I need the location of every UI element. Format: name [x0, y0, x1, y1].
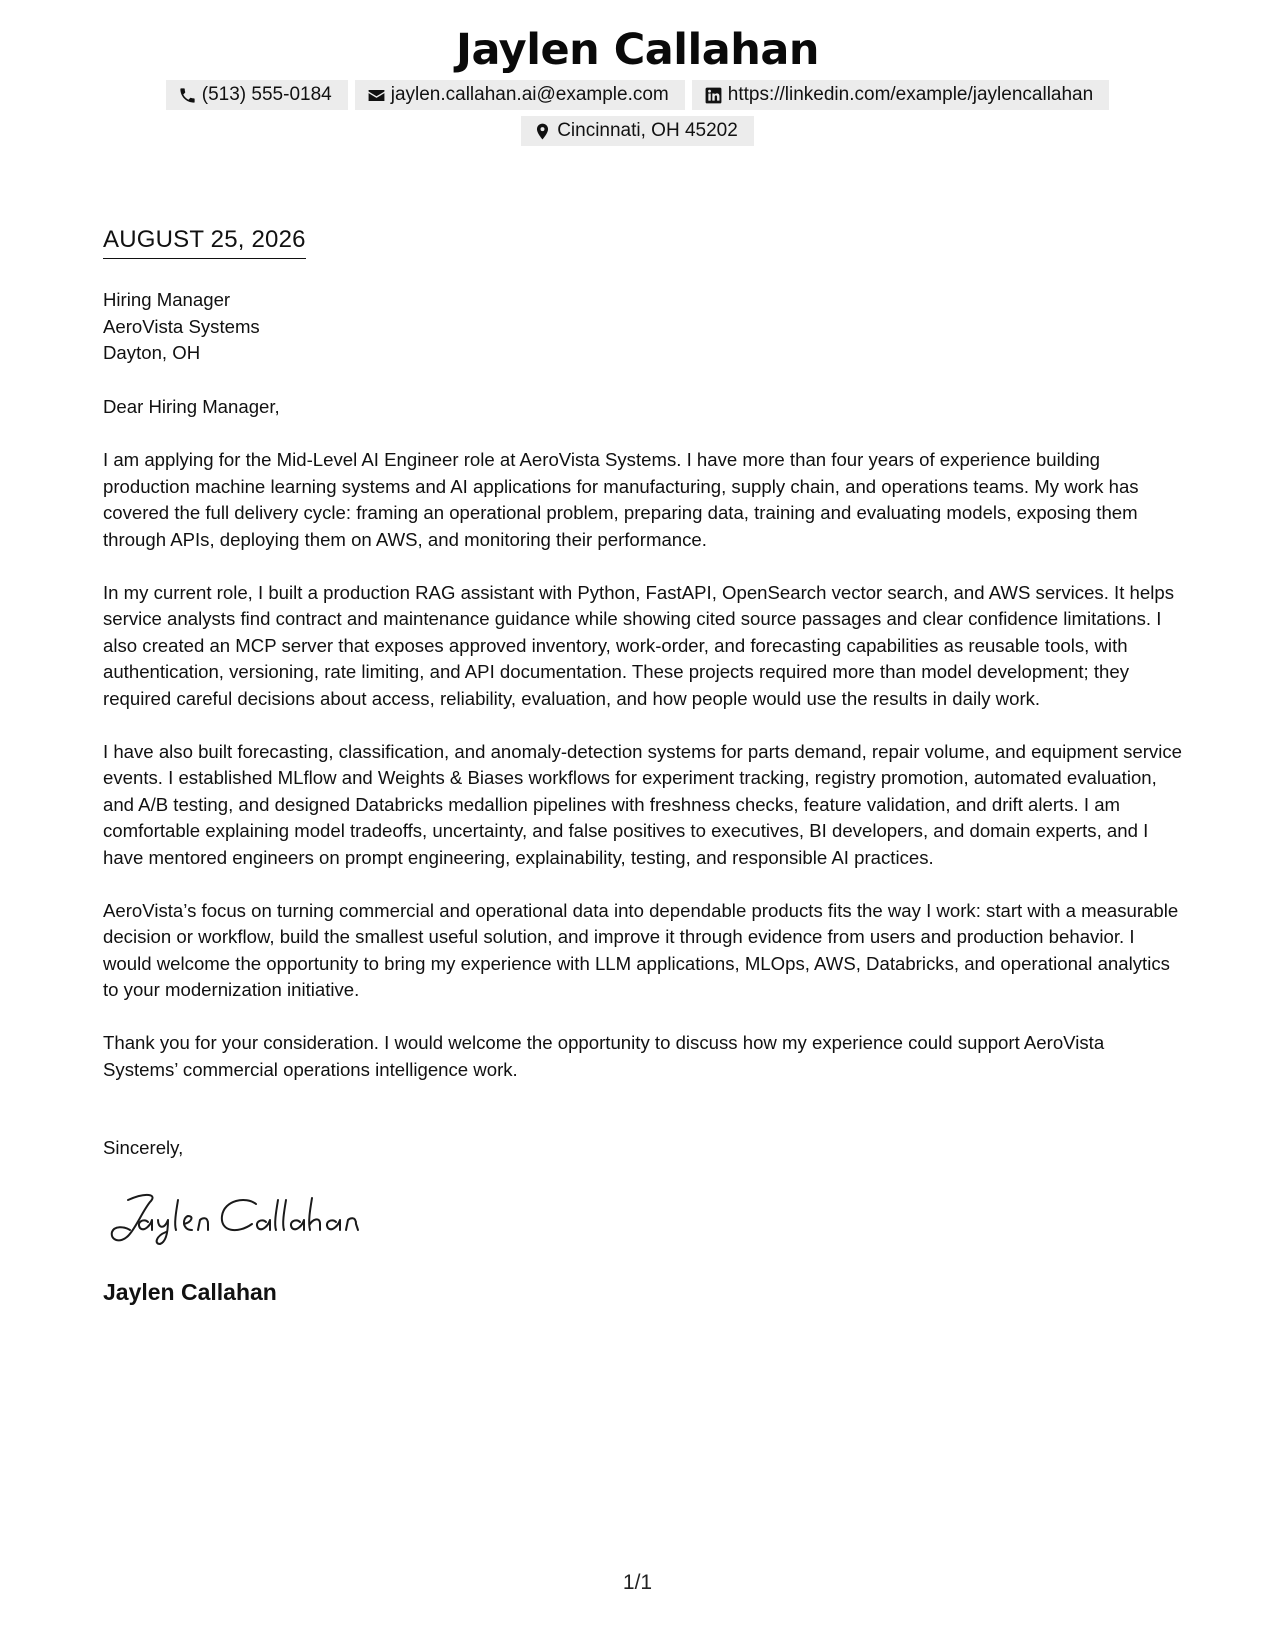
phone-icon	[178, 86, 197, 105]
map-pin-icon	[533, 122, 552, 141]
recipient-line: Hiring Manager	[103, 289, 231, 310]
location-chip	[521, 116, 754, 146]
phone-chip	[166, 80, 348, 110]
contact-row-2	[0, 116, 1275, 146]
email-address: jaylen.callahan.ai@example.com	[390, 84, 669, 105]
linkedin-chip	[692, 80, 1109, 110]
phone-number: (513) 555-0184	[201, 84, 332, 105]
contact-info	[0, 80, 1275, 146]
body-paragraph: In my current role, I built a production RAG assistant with Python, FastAPI, OpenSearch vector search, and AWS services. It helps service analysts find contract and maintenance guidance while showing cited source passages and clear confidence limitations. I also created an MCP server that exposes approved inventory, work-order, and forecasting capabilities as reusable tools, with authentication, versioning, rate limiting, and API documentation. These projects required more than model development; they required careful decisions about access, reliability, evaluation, and how people would use the results in daily work.	[103, 581, 1174, 709]
location-text: Cincinnati, OH 45202	[557, 120, 738, 141]
applicant-name: Jaylen Callahan	[455, 25, 820, 75]
recipient-line: AeroVista Systems	[103, 315, 260, 337]
salutation: Dear Hiring Manager,	[103, 396, 280, 417]
signer-name: Jaylen Callahan	[103, 1279, 277, 1305]
body-paragraph: I am applying for the Mid-Level AI Engineer role at AeroVista Systems. I have more than four years of experience building production machine learning systems and AI applications for manufacturing, supply chain, and operations teams. My work has covered the full delivery cycle: framing an operational problem, preparing data, training and evaluating models, exposing them through APIs, deploying them on AWS, and monitoring their performance.	[103, 449, 1139, 550]
recipient-line: Dayton, OH	[103, 342, 201, 363]
date-block	[103, 226, 306, 259]
envelope-icon	[367, 86, 386, 105]
contact-row-1	[0, 80, 1275, 110]
email-chip	[355, 80, 685, 110]
closing: Sincerely,	[103, 1137, 184, 1158]
letter-date: AUGUST 25, 2026	[103, 226, 306, 259]
linkedin-url[interactable]: https://linkedin.com/example/jaylencallahan	[727, 84, 1094, 105]
page-number: 1/1	[622, 1571, 653, 1594]
body-paragraph: I have also built forecasting, classification, and anomaly-detection systems for parts demand, repair volume, and equipment service events. I established MLflow and Weights & Biases workflows for experiment tracking, registry promotion, automated evaluation, and A/B testing, and designed Databricks medallion pipelines with freshness checks, feature validation, and drift alerts. I am comfortable explaining model tradeoffs, uncertainty, and false positives to executives, BI developers, and domain experts, and I have mentored engineers on prompt engineering, explainability, testing, and responsible AI practices.	[103, 740, 1182, 868]
handwritten-signature	[106, 1188, 366, 1248]
recipient-address	[103, 287, 260, 367]
body-paragraph: AeroVista’s focus on turning commercial and operational data into dependable products fits the way I work: start with a measurable decision or workflow, build the smallest useful solution, and improve it through evidence from users and production behavior. I would welcome the opportunity to bring my experience with LLM applications, MLOps, AWS, Databricks, and operational analytics to your modernization initiative.	[103, 899, 1179, 1000]
letter-header	[0, 0, 1275, 146]
body-paragraph: Thank you for your consideration. I would welcome the opportunity to discuss how my experience could support AeroVista Systems’ commercial operations intelligence work.	[103, 1032, 1105, 1080]
letter-body	[103, 394, 1183, 1110]
linkedin-icon	[704, 86, 723, 105]
